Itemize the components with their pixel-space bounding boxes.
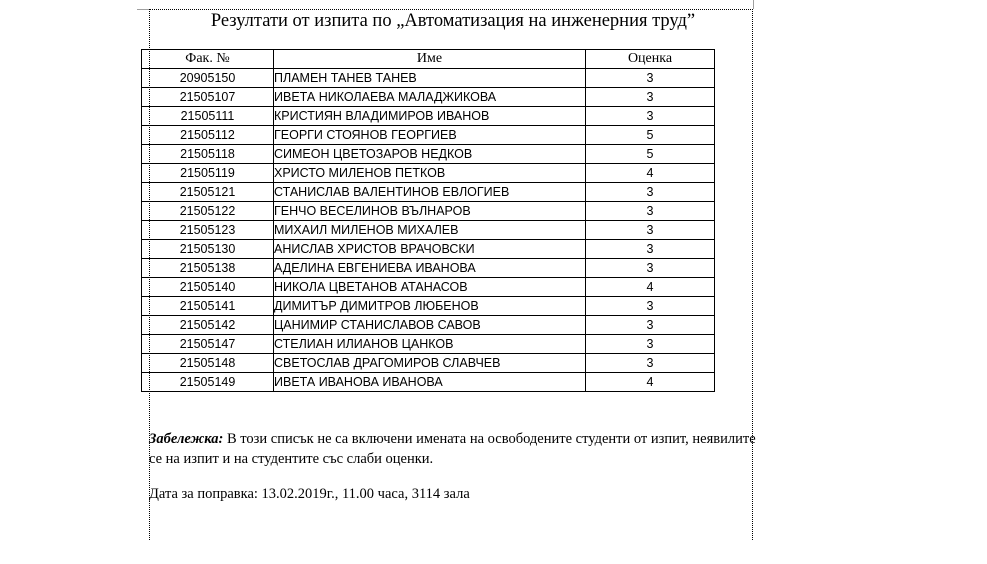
table-row (142, 126, 715, 145)
faculty-number-cell: 21505130 (142, 240, 274, 259)
student-name-cell: АДЕЛИНА ЕВГЕНИЕВА ИВАНОВА (274, 259, 586, 278)
faculty-number-cell: 21505118 (142, 145, 274, 164)
student-name-cell: ГЕОРГИ СТОЯНОВ ГЕОРГИЕВ (274, 126, 586, 145)
document-title: Резултати от изпита по „Автоматизация на инженерния труд” (210, 11, 696, 31)
grade-cell: 3 (586, 335, 715, 354)
table-row (142, 278, 715, 297)
faculty-number-cell: 21505119 (142, 164, 274, 183)
grade-cell: 5 (586, 126, 715, 145)
grade-cell: 4 (586, 373, 715, 392)
faculty-number-cell: 21505121 (142, 183, 274, 202)
faculty-number-cell: 21505147 (142, 335, 274, 354)
grade-cell: 3 (586, 88, 715, 107)
faculty-number-cell: 20905150 (142, 69, 274, 88)
grade-cell: 3 (586, 107, 715, 126)
grade-cell: 3 (586, 69, 715, 88)
table-header-row (142, 50, 715, 69)
faculty-number-cell: 21505148 (142, 354, 274, 373)
grade-cell: 3 (586, 240, 715, 259)
student-name-cell: ИВЕТА ИВАНОВА ИВАНОВА (274, 373, 586, 392)
table-row (142, 335, 715, 354)
header-grade: Оценка (586, 50, 715, 69)
table-row (142, 297, 715, 316)
student-name-cell: АНИСЛАВ ХРИСТОВ ВРАЧОВСКИ (274, 240, 586, 259)
table-row (142, 183, 715, 202)
table-row (142, 354, 715, 373)
table-row (142, 316, 715, 335)
grade-cell: 4 (586, 278, 715, 297)
margin-corner-mark-top-right (753, 0, 754, 9)
grade-cell: 3 (586, 202, 715, 221)
student-name-cell: СТАНИСЛАВ ВАЛЕНТИНОВ ЕВЛОГИЕВ (274, 183, 586, 202)
note-paragraph (149, 429, 769, 469)
faculty-number-cell: 21505138 (142, 259, 274, 278)
table-row (142, 373, 715, 392)
student-name-cell: ЦАНИМИР СТАНИСЛАВОВ САВОВ (274, 316, 586, 335)
results-table (141, 49, 715, 392)
student-name-cell: ГЕНЧО ВЕСЕЛИНОВ ВЪЛНАРОВ (274, 202, 586, 221)
note-label: Забележка: (149, 431, 224, 447)
faculty-number-cell: 21505141 (142, 297, 274, 316)
table-row (142, 164, 715, 183)
faculty-number-cell: 21505122 (142, 202, 274, 221)
note-text: В този списък не са включени имената на освободените студенти от изпит, неявилите се на изпит и на студентите със слаби оценки. (149, 431, 756, 467)
faculty-number-cell: 21505142 (142, 316, 274, 335)
faculty-number-cell: 21505112 (142, 126, 274, 145)
faculty-number-cell: 21505140 (142, 278, 274, 297)
table-row (142, 107, 715, 126)
grade-cell: 3 (586, 183, 715, 202)
table-row (142, 69, 715, 88)
table-row (142, 259, 715, 278)
table-row (142, 88, 715, 107)
grade-cell: 3 (586, 297, 715, 316)
grade-cell: 4 (586, 164, 715, 183)
table-row (142, 240, 715, 259)
table-body (142, 69, 715, 392)
retake-date-line: Дата за поправка: 13.02.2019г., 11.00 часа, 3114 зала (149, 486, 470, 502)
student-name-cell: СТЕЛИАН ИЛИАНОВ ЦАНКОВ (274, 335, 586, 354)
grade-cell: 3 (586, 316, 715, 335)
student-name-cell: ИВЕТА НИКОЛАЕВА МАЛАДЖИКОВА (274, 88, 586, 107)
student-name-cell: КРИСТИЯН ВЛАДИМИРОВ ИВАНОВ (274, 107, 586, 126)
student-name-cell: СИМЕОН ЦВЕТОЗАРОВ НЕДКОВ (274, 145, 586, 164)
header-faculty-number: Фак. № (142, 50, 274, 69)
grade-cell: 3 (586, 354, 715, 373)
faculty-number-cell: 21505107 (142, 88, 274, 107)
grade-cell: 5 (586, 145, 715, 164)
student-name-cell: ДИМИТЪР ДИМИТРОВ ЛЮБЕНОВ (274, 297, 586, 316)
faculty-number-cell: 21505111 (142, 107, 274, 126)
student-name-cell: ПЛАМЕН ТАНЕВ ТАНЕВ (274, 69, 586, 88)
table-row (142, 221, 715, 240)
student-name-cell: СВЕТОСЛАВ ДРАГОМИРОВ СЛАВЧЕВ (274, 354, 586, 373)
student-name-cell: НИКОЛА ЦВЕТАНОВ АТАНАСОВ (274, 278, 586, 297)
grade-cell: 3 (586, 259, 715, 278)
grade-cell: 3 (586, 221, 715, 240)
student-name-cell: ХРИСТО МИЛЕНОВ ПЕТКОВ (274, 164, 586, 183)
faculty-number-cell: 21505149 (142, 373, 274, 392)
student-name-cell: МИХАИЛ МИЛЕНОВ МИХАЛЕВ (274, 221, 586, 240)
header-name: Име (274, 50, 586, 69)
table-row (142, 145, 715, 164)
table-row (142, 202, 715, 221)
faculty-number-cell: 21505123 (142, 221, 274, 240)
